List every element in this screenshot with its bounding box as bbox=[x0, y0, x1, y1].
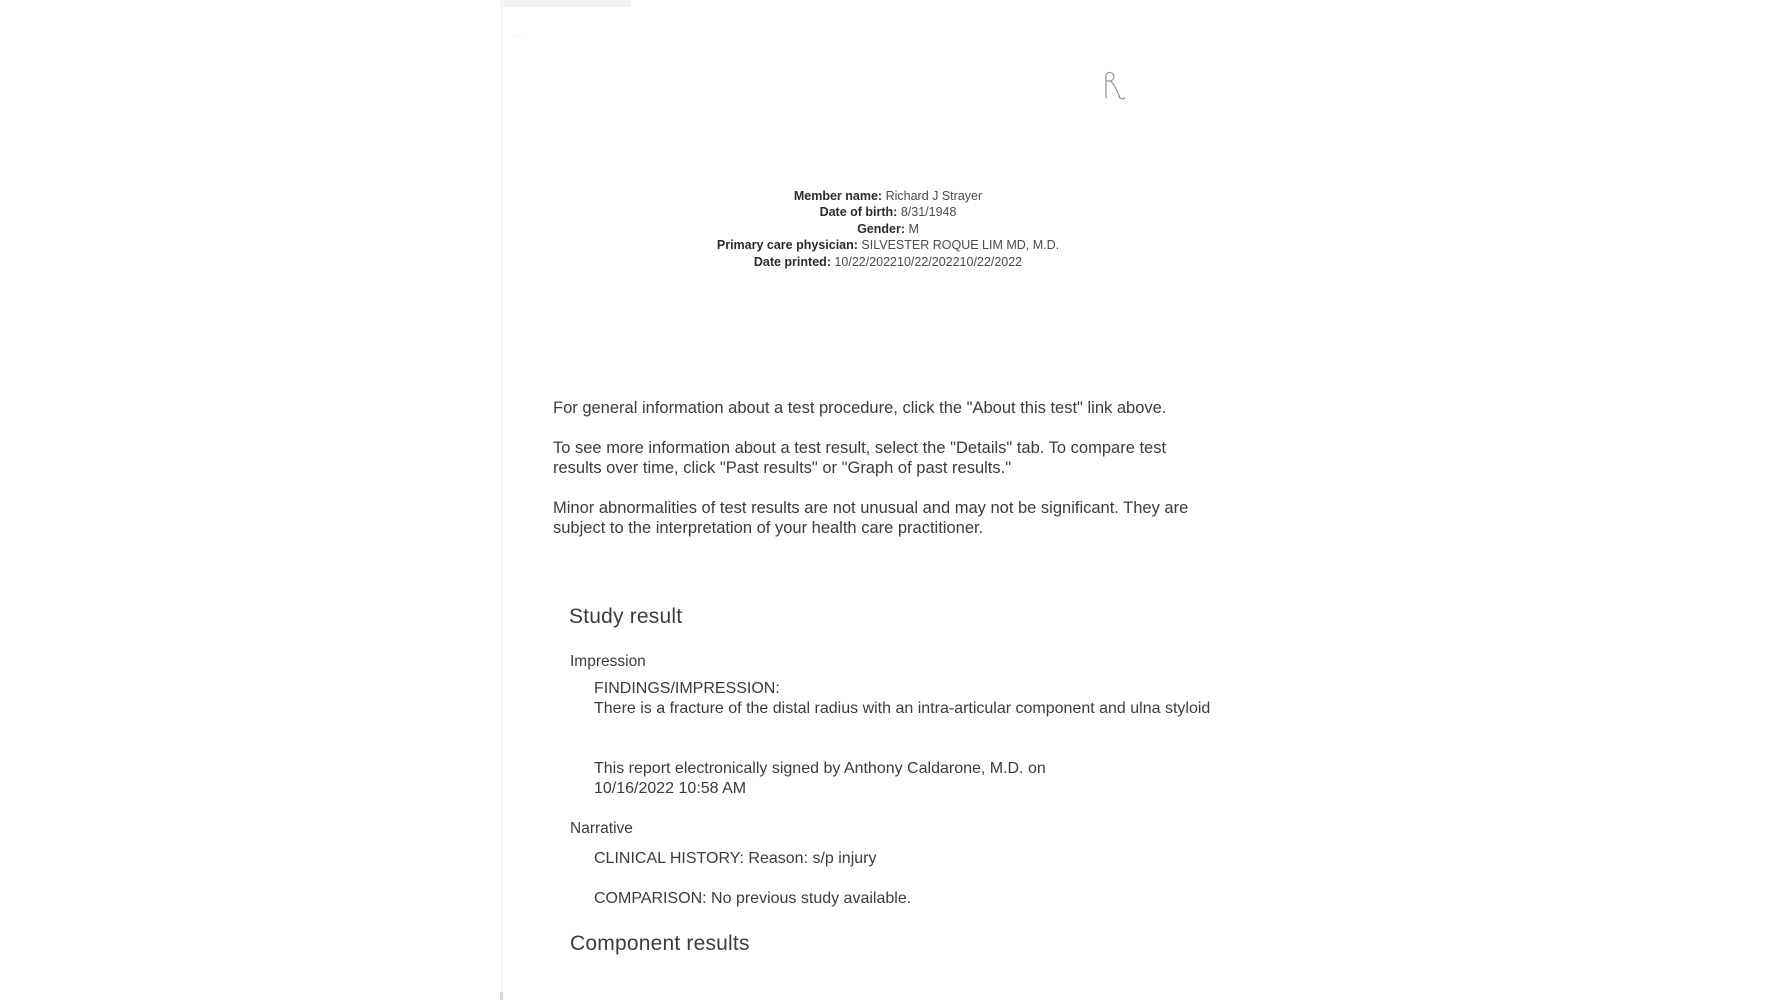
instructions-paragraph-1: For general information about a test procedure, click the "About this test" link above. bbox=[553, 399, 1167, 417]
findings-heading: FINDINGS/IMPRESSION: bbox=[594, 680, 780, 697]
instructions-paragraph-3: Minor abnormalities of test results are not unusual and may not be significant. They are subject to the interpretation of your health care practitioner. bbox=[553, 499, 1189, 537]
findings-text: There is a fracture of the distal radius with an intra-articular component and ulna styloid bbox=[594, 700, 1211, 717]
signature-line-1: This report electronically signed by Anthony Caldarone, M.D. on bbox=[594, 760, 1046, 777]
date-printed-value: 10/22/202210/22/202210/22/2022 bbox=[834, 254, 1023, 269]
study-result-heading: Study result bbox=[569, 605, 683, 628]
patient-header bbox=[502, 188, 1274, 270]
narrative-heading: Narrative bbox=[570, 820, 633, 837]
header-row-primary-care-physician bbox=[502, 237, 1274, 253]
impression-heading: Impression bbox=[570, 653, 646, 670]
narrative-comparison: COMPARISON: No previous study available. bbox=[594, 890, 912, 907]
signature-line-2: 10/16/2022 10:58 AM bbox=[594, 780, 747, 797]
instructions-block bbox=[553, 398, 1213, 538]
instructions-paragraph-2: To see more information about a test result, select the "Details" tab. To compare test results over time, click "Past results" or "Graph of past results." bbox=[553, 439, 1167, 477]
narrative-clinical-history: CLINICAL HISTORY: Reason: s/p injury bbox=[594, 850, 877, 867]
scan-artifact-top bbox=[503, 0, 631, 7]
primary-care-physician-label: Primary care physician: bbox=[716, 238, 858, 253]
primary-care-physician-value: SILVESTER ROQUE LIM MD, M.D. bbox=[861, 238, 1060, 253]
header-row-gender bbox=[502, 221, 1274, 237]
component-results-heading: Component results bbox=[570, 932, 750, 955]
gender-value: M bbox=[908, 221, 919, 236]
header-row-date-of-birth bbox=[502, 204, 1274, 220]
header-row-member-name bbox=[502, 188, 1274, 204]
date-of-birth-value: 8/31/1948 bbox=[900, 205, 957, 220]
date-of-birth-label: Date of birth: bbox=[819, 205, 898, 220]
impression-findings bbox=[594, 679, 1214, 719]
scan-artifact-bottom bbox=[500, 992, 503, 1000]
impression-signature bbox=[594, 759, 1194, 799]
scan-smudge: · · bbox=[513, 30, 530, 42]
member-name-value: Richard J Strayer bbox=[885, 189, 983, 203]
member-name-label: Member name: bbox=[793, 189, 883, 203]
handwritten-initial-mark bbox=[1098, 68, 1134, 104]
gender-label: Gender: bbox=[857, 221, 906, 236]
header-row-date-printed bbox=[502, 254, 1274, 270]
date-printed-label: Date printed: bbox=[753, 254, 831, 269]
